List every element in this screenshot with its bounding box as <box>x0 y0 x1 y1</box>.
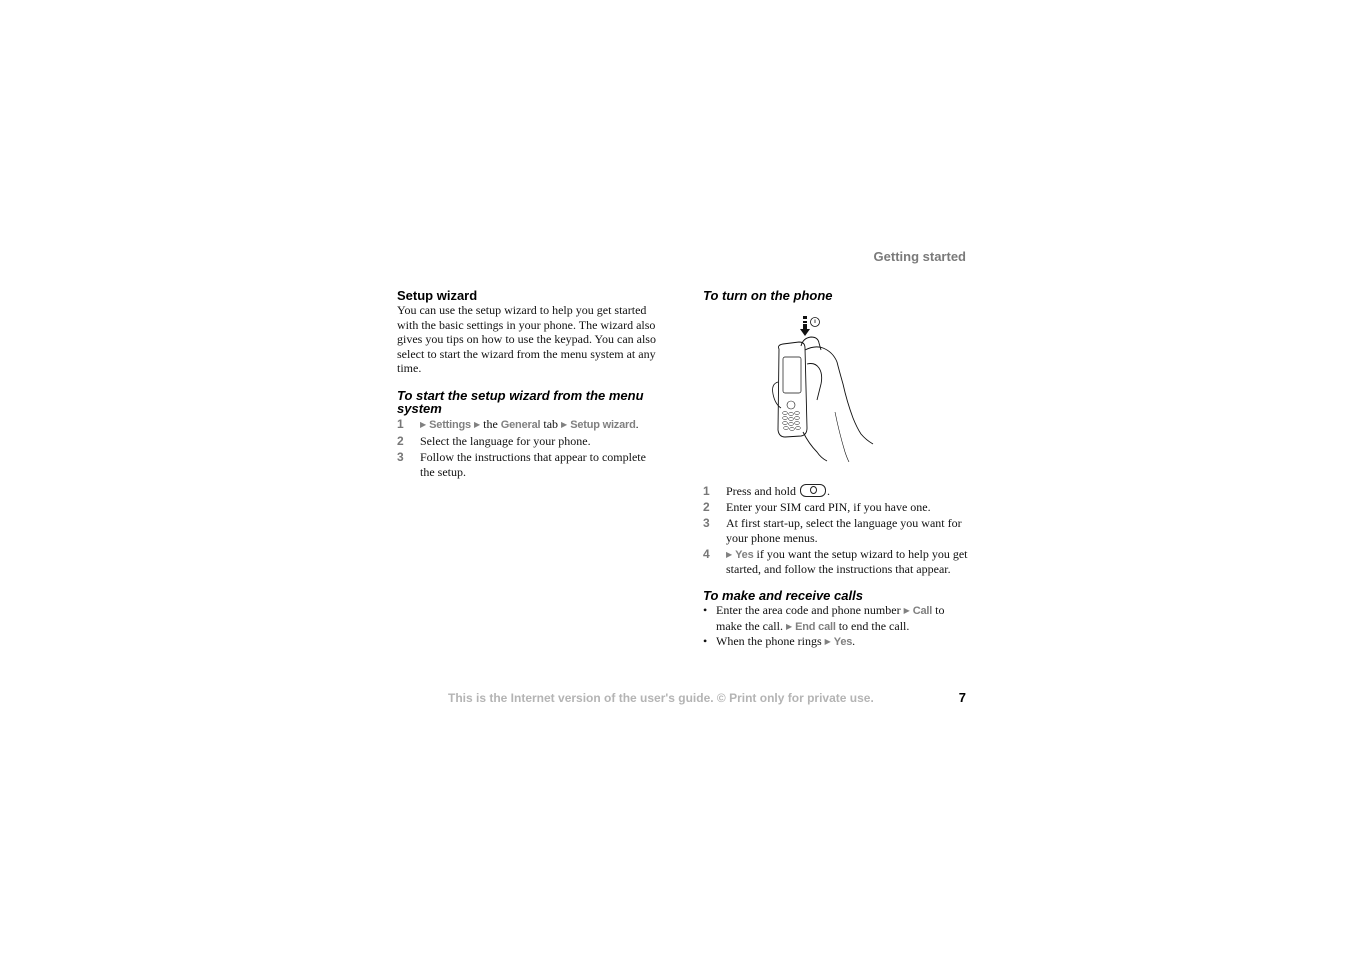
power-key-icon <box>800 484 826 497</box>
select-arrow-icon: ▶ <box>726 549 733 559</box>
step-number: 4 <box>703 546 710 561</box>
setup-wizard-intro: You can use the setup wizard to help you get started with the basic settings in your phone. The wizard also gives you tips on how to use the keypad. You can also select to start the wizard from the menu system at any time. <box>397 303 656 376</box>
step-text: . <box>635 416 639 431</box>
select-arrow-icon: ▶ <box>824 637 831 647</box>
calls-heading: To make and receive calls <box>703 588 863 604</box>
step-text: Select the language for your phone. <box>420 434 591 449</box>
step-text: At first start-up, select the language you want for your phone menus. <box>726 516 962 545</box>
calls-bullet-2 <box>703 634 969 650</box>
step-text: tab <box>540 416 562 431</box>
bullet-text: Enter the area code and phone number <box>716 603 904 618</box>
menu-call: Call <box>912 605 933 618</box>
menu-settings: Settings <box>429 418 471 431</box>
menu-general: General <box>500 418 541 431</box>
page-number: 7 <box>958 690 966 705</box>
setup-wizard-heading: Setup wizard <box>397 288 478 303</box>
step-number: 3 <box>703 516 710 531</box>
menu-end-call: End call <box>795 620 836 633</box>
right-column <box>703 289 969 650</box>
right-step-1 <box>703 484 969 499</box>
step-text: if you want the setup wizard to help you get started, and follow the instructions that appear. <box>726 546 968 577</box>
select-arrow-icon: ▶ <box>561 419 568 429</box>
footer-notice: This is the Internet version of the user's guide. © Print only for private use. <box>448 691 874 705</box>
left-step-3 <box>397 450 663 479</box>
bullet-icon: • <box>703 634 708 649</box>
step-number: 3 <box>397 450 404 465</box>
right-step-4 <box>703 547 969 577</box>
step-number: 2 <box>397 434 404 449</box>
bullet-text: When the phone rings <box>716 634 825 649</box>
bullet-icon: • <box>703 603 708 618</box>
bullet-text: to make the call. <box>716 603 945 633</box>
bullet-text: to end the call. <box>835 618 910 633</box>
menu-yes: Yes <box>735 548 754 561</box>
step-text: the <box>480 416 501 431</box>
select-arrow-icon: ▶ <box>473 419 481 429</box>
turn-on-heading: To turn on the phone <box>703 288 833 303</box>
step-text: Press and hold <box>726 484 796 498</box>
left-column <box>397 289 663 479</box>
select-arrow-icon: ▶ <box>420 419 427 429</box>
section-header: Getting started <box>873 249 966 264</box>
menu-setup-wizard: Setup wizard <box>570 418 636 431</box>
phone-power-illustration <box>763 312 883 462</box>
start-wizard-heading: To start the setup wizard from the menu system <box>397 387 644 416</box>
right-step-2 <box>703 500 969 515</box>
left-step-1 <box>397 417 663 433</box>
select-arrow-icon: ▶ <box>785 621 793 631</box>
left-step-2 <box>397 434 663 449</box>
menu-yes: Yes <box>833 636 853 649</box>
right-step-3 <box>703 516 969 545</box>
step-text: . <box>827 484 830 498</box>
step-number: 1 <box>703 484 710 498</box>
bullet-text: . <box>852 634 856 649</box>
step-text: Enter your SIM card PIN, if you have one. <box>726 500 931 515</box>
step-number: 1 <box>397 416 404 431</box>
calls-bullet-1 <box>703 603 969 634</box>
select-arrow-icon: ▶ <box>903 606 910 616</box>
hand-holding-phone-illustration <box>763 312 883 462</box>
step-number: 2 <box>703 500 710 515</box>
step-text: Follow the instructions that appear to complete the setup. <box>420 450 646 479</box>
